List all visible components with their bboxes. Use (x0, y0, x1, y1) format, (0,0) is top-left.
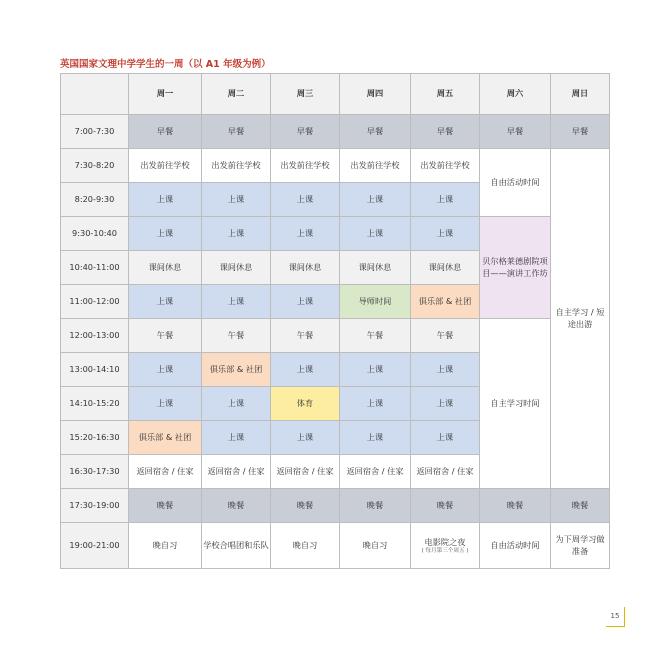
time-label: 17:30-19:00 (61, 489, 129, 523)
depart-cell: 出发前往学校 (340, 149, 411, 183)
dinner-cell: 晚餐 (129, 489, 202, 523)
dinner-cell: 晚餐 (271, 489, 340, 523)
page-number: 15 (606, 607, 625, 627)
independent-study-cell: 自主学习时间 (480, 319, 551, 489)
breakfast-cell: 早餐 (129, 115, 202, 149)
row-0730 (61, 149, 610, 183)
weekly-schedule-table (60, 73, 610, 569)
row-0930 (61, 217, 610, 251)
class-cell: 上课 (411, 421, 480, 455)
pe-cell: 体育 (271, 387, 340, 421)
class-cell: 上课 (129, 183, 202, 217)
lunch-cell: 午餐 (411, 319, 480, 353)
time-label: 11:00-12:00 (61, 285, 129, 319)
cinema-night-note: ( 每月第三个周五 ) (421, 547, 469, 554)
class-cell: 上课 (271, 353, 340, 387)
class-cell: 上课 (202, 421, 271, 455)
day-header-thu: 周四 (340, 74, 411, 115)
break-cell: 课间休息 (202, 251, 271, 285)
dinner-cell: 晚餐 (551, 489, 610, 523)
club-cell: 俱乐部 & 社团 (129, 421, 202, 455)
time-label: 10:40-11:00 (61, 251, 129, 285)
class-cell: 上课 (129, 217, 202, 251)
prepare-next-week-cell: 为下周学习做准备 (551, 523, 610, 569)
break-cell: 课间休息 (271, 251, 340, 285)
class-cell: 上课 (411, 183, 480, 217)
time-label: 9:30-10:40 (61, 217, 129, 251)
time-label: 7:30-8:20 (61, 149, 129, 183)
time-label: 12:00-13:00 (61, 319, 129, 353)
break-cell: 课间休息 (129, 251, 202, 285)
time-label: 8:20-9:30 (61, 183, 129, 217)
time-label: 19:00-21:00 (61, 523, 129, 569)
day-header-wed: 周三 (271, 74, 340, 115)
class-cell: 上课 (129, 353, 202, 387)
free-activity-cell: 自由活动时间 (480, 523, 551, 569)
breakfast-cell: 早餐 (340, 115, 411, 149)
breakfast-cell: 早餐 (271, 115, 340, 149)
class-cell: 上课 (271, 183, 340, 217)
class-cell: 上课 (411, 217, 480, 251)
evening-study-cell: 晚自习 (129, 523, 202, 569)
page-title: 英国国家文理中学学生的一周（以 A1 年级为例） (60, 59, 271, 70)
corner-cell (61, 74, 129, 115)
breakfast-cell: 早餐 (411, 115, 480, 149)
club-cell: 俱乐部 & 社团 (411, 285, 480, 319)
sunday-study-cell: 自主学习 / 短途出游 (551, 149, 610, 489)
lunch-cell: 午餐 (202, 319, 271, 353)
choir-band-cell: 学校合唱团和乐队 (202, 523, 271, 569)
return-cell: 返回宿舍 / 住家 (129, 455, 202, 489)
return-cell: 返回宿舍 / 住家 (202, 455, 271, 489)
row-1900 (61, 523, 610, 569)
depart-cell: 出发前往学校 (129, 149, 202, 183)
breakfast-cell: 早餐 (202, 115, 271, 149)
dinner-cell: 晚餐 (480, 489, 551, 523)
depart-cell: 出发前往学校 (202, 149, 271, 183)
evening-study-cell: 晚自习 (340, 523, 411, 569)
day-header-fri: 周五 (411, 74, 480, 115)
header-row (61, 74, 610, 115)
return-cell: 返回宿舍 / 住家 (271, 455, 340, 489)
dinner-cell: 晚餐 (202, 489, 271, 523)
class-cell: 上课 (411, 353, 480, 387)
class-cell: 上课 (340, 183, 411, 217)
free-activity-cell: 自由活动时间 (480, 149, 551, 217)
class-cell: 上课 (202, 217, 271, 251)
class-cell: 上课 (411, 387, 480, 421)
class-cell: 上课 (340, 217, 411, 251)
dinner-cell: 晚餐 (340, 489, 411, 523)
dinner-cell: 晚餐 (411, 489, 480, 523)
club-cell: 俱乐部 & 社团 (202, 353, 271, 387)
depart-cell: 出发前往学校 (411, 149, 480, 183)
return-cell: 返回宿舍 / 住家 (340, 455, 411, 489)
lunch-cell: 午餐 (340, 319, 411, 353)
break-cell: 课间休息 (340, 251, 411, 285)
time-label: 14:10-15:20 (61, 387, 129, 421)
class-cell: 上课 (202, 387, 271, 421)
class-cell: 上课 (202, 285, 271, 319)
breakfast-cell: 早餐 (480, 115, 551, 149)
cinema-night-label: 电影院之夜 (424, 536, 466, 547)
time-label: 16:30-17:30 (61, 455, 129, 489)
class-cell: 上课 (340, 387, 411, 421)
class-cell: 上课 (271, 217, 340, 251)
day-header-sat: 周六 (480, 74, 551, 115)
row-1200 (61, 319, 610, 353)
class-cell: 上课 (340, 421, 411, 455)
day-header-tue: 周二 (202, 74, 271, 115)
breakfast-cell: 早餐 (551, 115, 610, 149)
depart-cell: 出发前往学校 (271, 149, 340, 183)
class-cell: 上课 (271, 421, 340, 455)
theatre-workshop-cell: 贝尔格莱德剧院项目——演讲工作坊 (480, 217, 551, 319)
row-1730 (61, 489, 610, 523)
class-cell: 上课 (129, 285, 202, 319)
day-header-mon: 周一 (129, 74, 202, 115)
evening-study-cell: 晚自习 (271, 523, 340, 569)
time-label: 7:00-7:30 (61, 115, 129, 149)
class-cell: 上课 (202, 183, 271, 217)
day-header-sun: 周日 (551, 74, 610, 115)
lunch-cell: 午餐 (129, 319, 202, 353)
break-cell: 课间休息 (411, 251, 480, 285)
row-0700 (61, 115, 610, 149)
time-label: 15:20-16:30 (61, 421, 129, 455)
class-cell: 上课 (129, 387, 202, 421)
class-cell: 上课 (340, 353, 411, 387)
return-cell: 返回宿舍 / 住家 (411, 455, 480, 489)
mentor-time-cell: 导师时间 (340, 285, 411, 319)
lunch-cell: 午餐 (271, 319, 340, 353)
time-label: 13:00-14:10 (61, 353, 129, 387)
class-cell: 上课 (271, 285, 340, 319)
cinema-night-cell (411, 523, 480, 569)
